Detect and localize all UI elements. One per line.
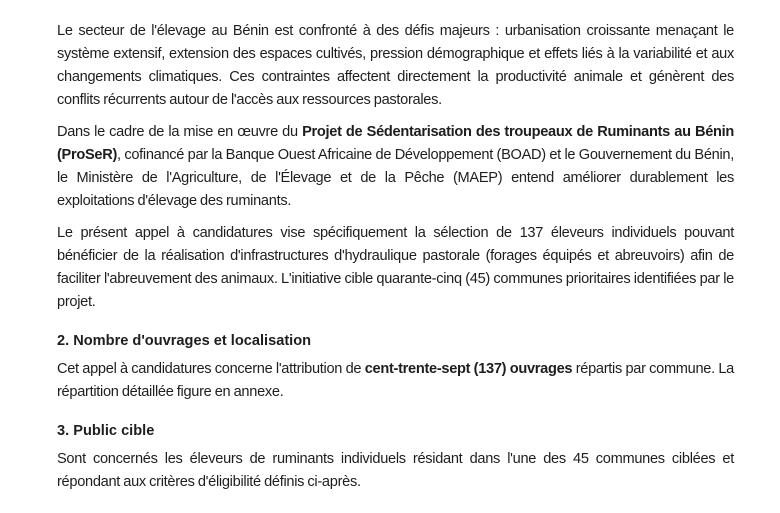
text: Dans le cadre de la mise en œuvre du <box>57 124 303 140</box>
works-count: cent-trente-sept (137) ouvrages <box>364 361 573 377</box>
section-3-heading: 3. Public cible <box>57 423 155 439</box>
call-paragraph: Le présent appel à candidatures vise spécifiquement la sélection de 137 éleveurs individuels pouvant bénéficier de la réalisation d'infrastructures d'hydraulique pastorale (forages équipés et abreuvoirs) afin de faciliter l'abreuvement des animaux. L'initiative cible quarante-cinq (45) communes prioritaires identifiées par le projet. <box>57 225 734 310</box>
section-2-heading: 2. Nombre d'ouvrages et localisation <box>57 333 312 349</box>
section-3-text: Sont concernés les éleveurs de ruminants individuels résidant dans l'une des 45 communes ciblées et répondant aux critères d'éligibilité définis ci-après. <box>57 451 734 490</box>
project-paragraph <box>57 121 734 213</box>
section-2-text <box>57 358 734 404</box>
text: Cet appel à candidatures concerne l'attribution de <box>57 361 365 377</box>
text: répartis par commune. La répartition détaillée figure en annexe. <box>57 361 734 400</box>
project-name: Projet de Sédentarisation des troupeaux de Ruminants au Bénin (ProSeR) <box>57 124 735 163</box>
text: , cofinancé par la Banque Ouest Africaine de Développement (BOAD) et le Gouvernement du Bénin, le Ministère de l'Agriculture, de l'Élevage et de la Pêche (MAEP) entend améliorer durablement les exploitations d'élevage des ruminants. <box>57 147 734 209</box>
context-paragraph: Le secteur de l'élevage au Bénin est confronté à des défis majeurs : urbanisation croissante menaçant le système extensif, extension des espaces cultivés, pression démographique et effets liés à la variabilité et aux changements climatiques. Ces contraintes affectent directement la productivité animale et génèrent des conflits récurrents autour de l'accès aux ressources pastorales. <box>57 23 734 108</box>
